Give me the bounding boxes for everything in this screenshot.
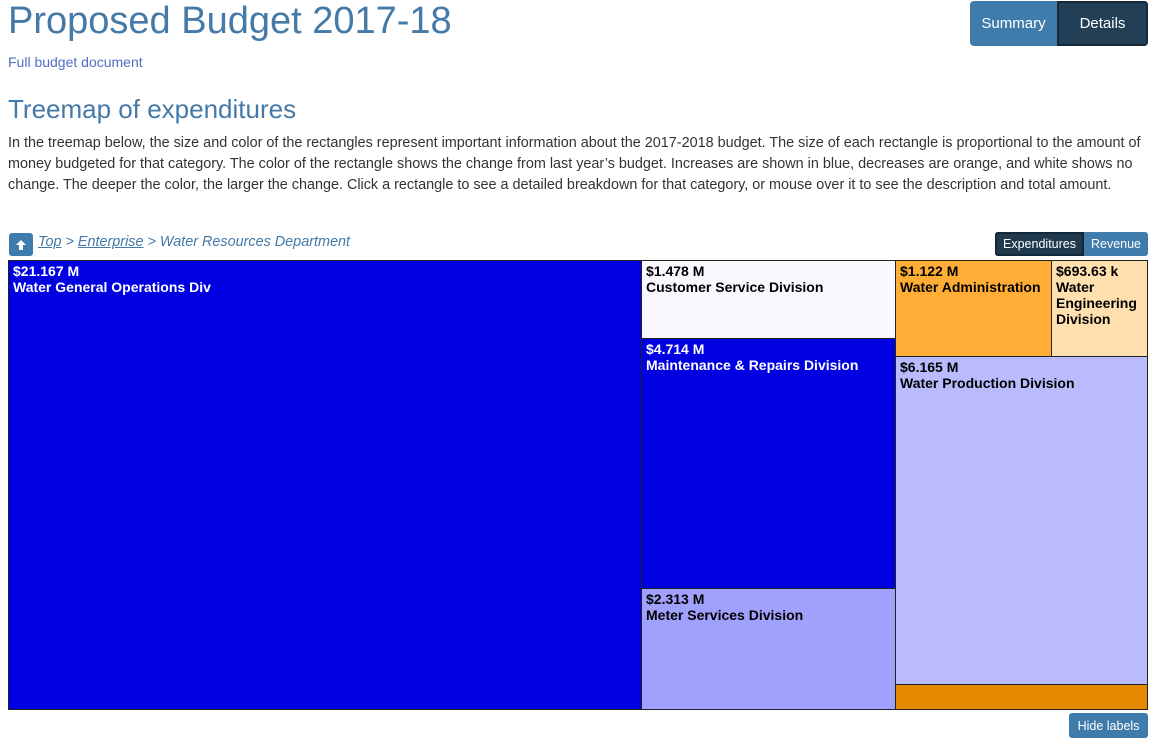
tile-water-production[interactable] bbox=[895, 356, 1148, 685]
summary-button[interactable]: Summary bbox=[970, 1, 1057, 46]
tile-amount: $6.165 M bbox=[900, 359, 959, 375]
up-level-button[interactable] bbox=[9, 233, 33, 256]
breadcrumb-item-top[interactable]: Top bbox=[38, 234, 62, 250]
details-button[interactable]: Details bbox=[1057, 1, 1148, 46]
tile-maintenance-repairs[interactable] bbox=[641, 338, 896, 589]
tile-label: Water Engineering Division bbox=[1056, 279, 1137, 327]
tile-label: Water Production Division bbox=[900, 375, 1075, 391]
type-toggle bbox=[995, 232, 1148, 256]
view-toggle bbox=[970, 1, 1148, 46]
full-budget-link[interactable]: Full budget document bbox=[8, 54, 143, 70]
hide-labels-button[interactable]: Hide labels bbox=[1069, 713, 1148, 738]
treemap-description: In the treemap below, the size and color of the rectangles represent important information about the 2017-2018 budget. The size of each rectangle is proportional to the amount of money budgeted for that category. The color of the rectangle shows the change from last year’s budget. Increases are shown in blue, decreases are orange, and white shows no change. The deeper the color, the larger the change. Click a rectangle to see a detailed breakdown for that category, or mouse over it to see the description and total amount. bbox=[8, 135, 1141, 193]
treemap bbox=[8, 260, 1148, 710]
breadcrumb-item-enterprise[interactable]: Enterprise bbox=[77, 234, 144, 250]
tile-amount: $1.478 M bbox=[646, 263, 705, 279]
tile-amount: $1.122 M bbox=[900, 263, 959, 279]
tile-amount: $21.167 M bbox=[13, 263, 80, 279]
tile-water-administration[interactable] bbox=[895, 260, 1052, 357]
breadcrumb bbox=[38, 233, 350, 251]
tile-amount: $4.714 M bbox=[646, 341, 705, 357]
revenue-button[interactable]: Revenue bbox=[1084, 232, 1148, 256]
tile-label: Water General Operations Div bbox=[13, 279, 211, 295]
tile-unlabeled-small[interactable] bbox=[895, 684, 1148, 710]
section-title: Treemap of expenditures bbox=[8, 94, 297, 124]
tile-label: Maintenance & Repairs Division bbox=[646, 357, 859, 373]
tile-water-general-operations[interactable] bbox=[8, 260, 642, 710]
arrow-up-icon bbox=[15, 239, 27, 251]
tile-label: Meter Services Division bbox=[646, 607, 804, 623]
tile-amount: $2.313 M bbox=[646, 591, 705, 607]
breadcrumb-separator: > bbox=[65, 234, 74, 250]
tile-customer-service[interactable] bbox=[641, 260, 896, 339]
breadcrumb-separator: > bbox=[147, 234, 156, 250]
tile-label: Customer Service Division bbox=[646, 279, 824, 295]
expenditures-button[interactable]: Expenditures bbox=[995, 232, 1084, 256]
tile-water-engineering[interactable] bbox=[1051, 260, 1148, 357]
page-title: Proposed Budget 2017-18 bbox=[8, 0, 452, 42]
breadcrumb-item-current: Water Resources Department bbox=[159, 234, 350, 250]
tile-label: Water Administration bbox=[900, 279, 1041, 295]
tile-meter-services[interactable] bbox=[641, 588, 896, 710]
tile-amount: $693.63 k bbox=[1056, 263, 1119, 279]
